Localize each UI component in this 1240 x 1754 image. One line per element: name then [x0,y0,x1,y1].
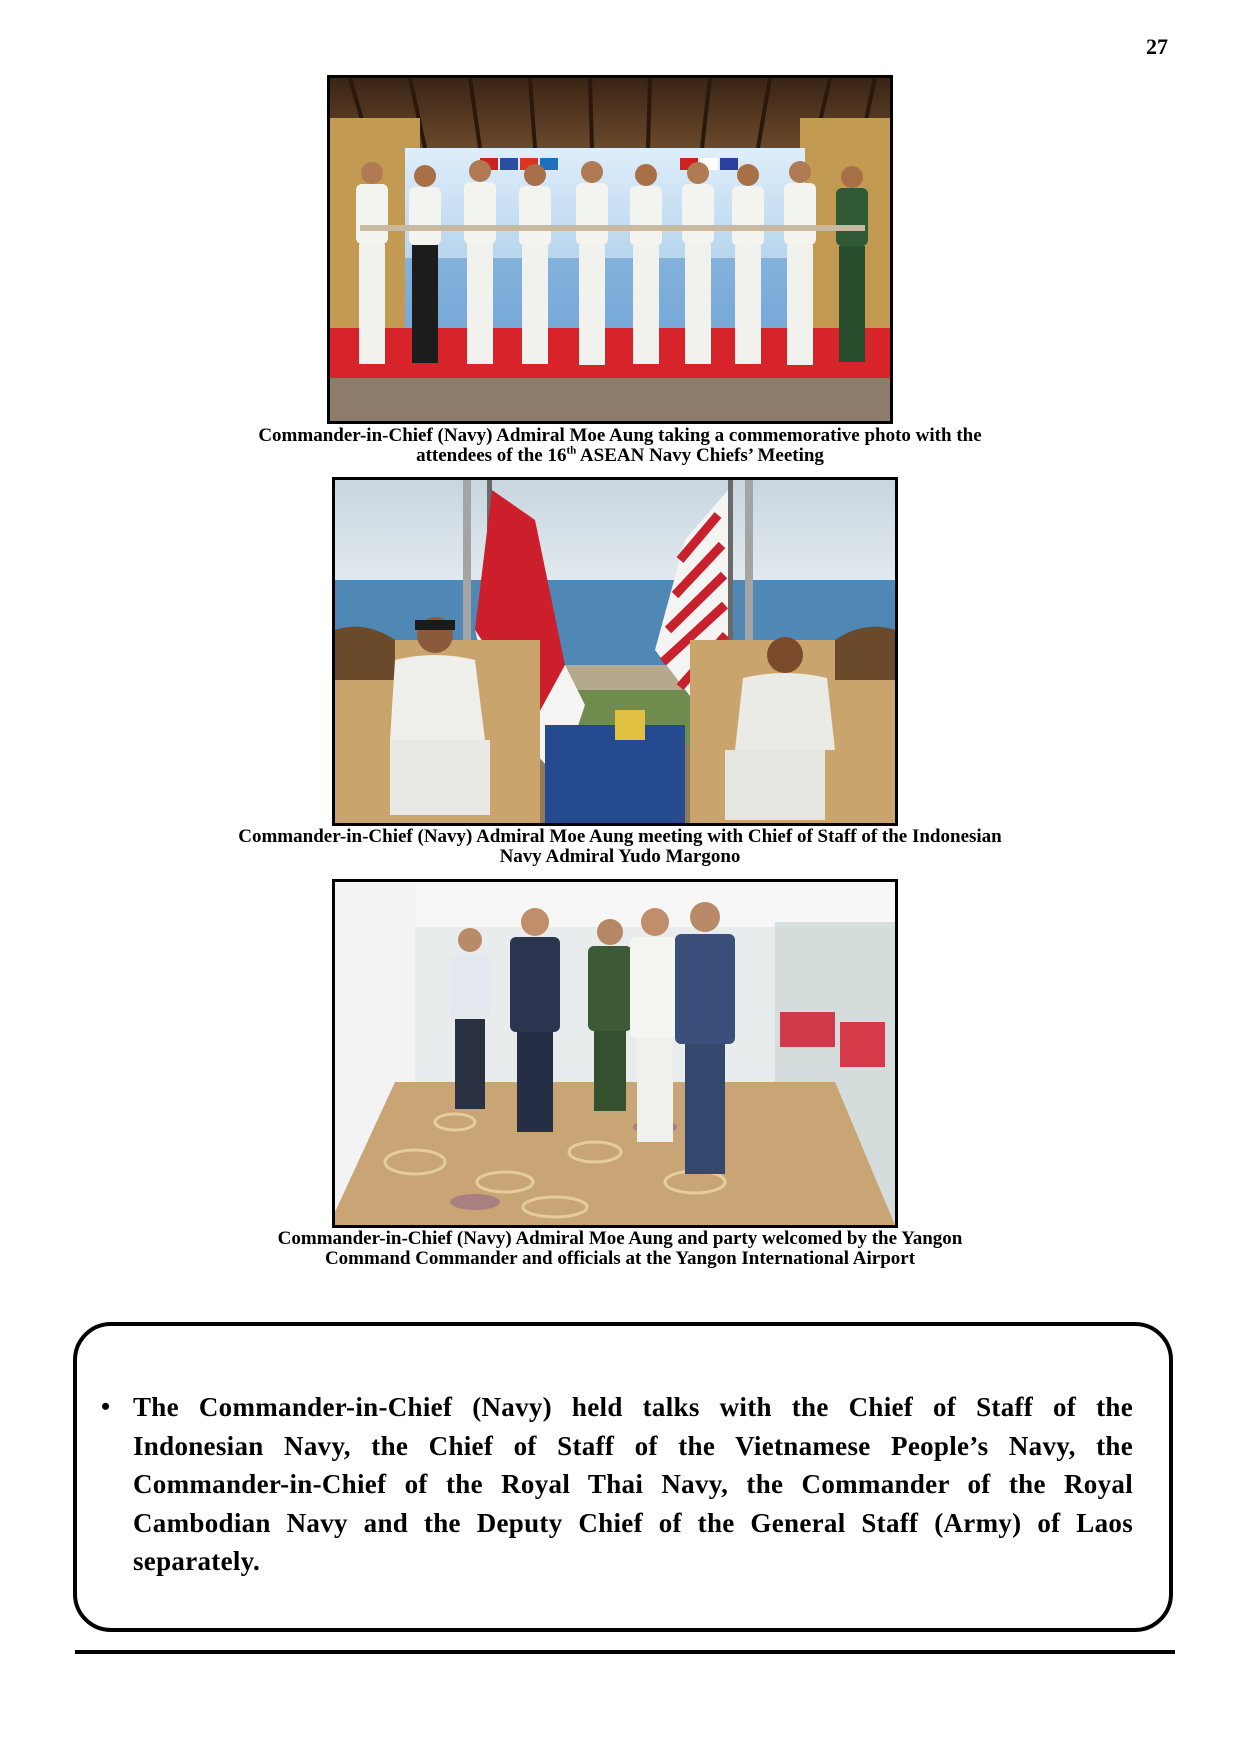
caption-1-line-2: attendees of the 16th ASEAN Navy Chiefs’ Meeting [416,444,824,466]
caption-3-line-2: Command Commander and officials at the Yangon International Airport [324,1248,916,1269]
caption-1-line-1: Commander-in-Chief (Navy) Admiral Moe Aung taking a commemorative photo with the [258,425,982,446]
photo-caption-2 [150,827,1090,867]
group-photo [327,75,893,424]
caption-2-line-1: Commander-in-Chief (Navy) Admiral Moe Aung meeting with Chief of Staff of the Indonesian [238,826,1002,847]
caption-3-line-1: Commander-in-Chief (Navy) Admiral Moe Aung and party welcomed by the Yangon [277,1228,963,1249]
bottom-divider [75,1650,1175,1654]
bullet-icon: • [101,1392,111,1421]
airport-photo [332,879,898,1228]
summary-text-box [73,1322,1173,1632]
caption-2-line-2: Navy Admiral Yudo Margono [499,846,741,867]
photo-caption-3 [150,1229,1090,1269]
bullet-item: The Commander-in-Chief (Navy) held talks with the Chief of Staff of the Indonesian Navy, the Chief of Staff of the Vietnamese People’s Navy, the Commander-in-Chief of the Royal Thai Navy, the Commander of the Royal Cambodian Navy and the Deputy Chief of the General Staff (Army) of Laos separately. [133,1392,1133,1576]
page-number: 27 [1146,34,1168,59]
meeting-photo [332,477,898,826]
photo-caption-1 [150,426,1090,466]
